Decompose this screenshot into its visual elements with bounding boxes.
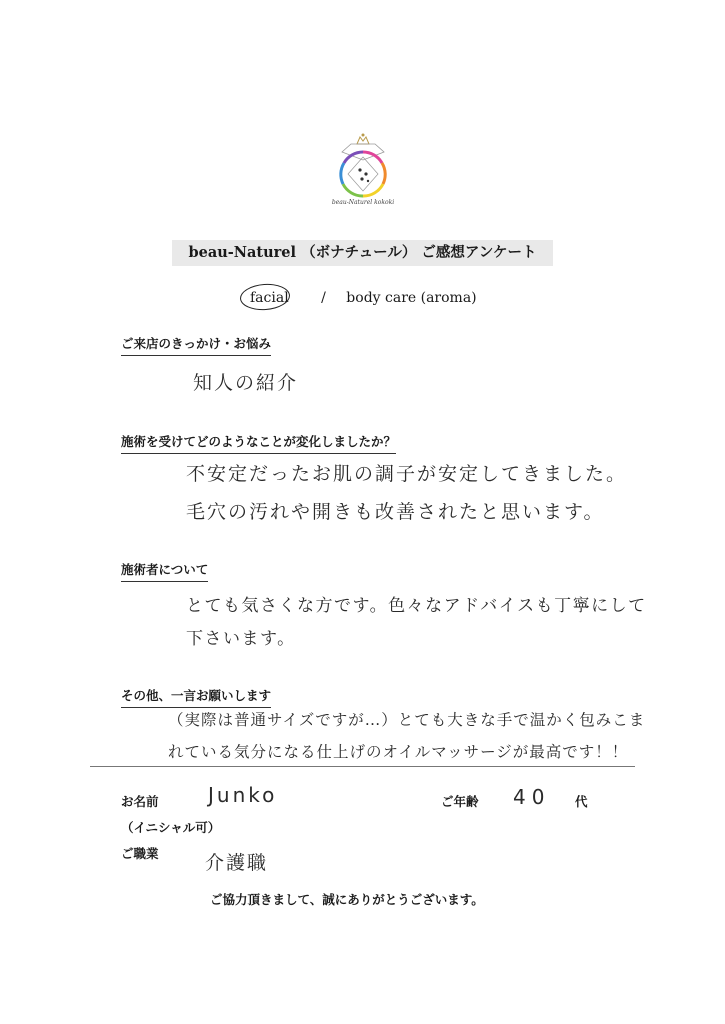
section-label-changes: 施術を受けてどのようなことが変化しましたか？ — [121, 432, 396, 454]
name-value: Junko — [208, 783, 278, 807]
logo-wordmark: beau-Naturel kokoki — [331, 199, 395, 206]
age-label: ご年齢 — [441, 794, 479, 809]
answer-other-line-2: れている気分になる仕上げのオイルマッサージが最高です！！ — [168, 743, 629, 761]
job-label: ご職業 — [121, 846, 159, 861]
menu-choice-row — [246, 290, 477, 306]
section-label-reason: ご来店のきっかけ・お悩み — [121, 334, 271, 356]
answer-reason-line-1: 知人の紹介 — [193, 372, 299, 394]
name-label: お名前 — [121, 794, 159, 809]
answer-other-line-1: （実際は普通サイズですが…）とても大きな手で温かく包みこま — [168, 711, 646, 729]
handwritten-circle-mark — [239, 282, 291, 311]
age-suffix: 代 — [575, 794, 588, 809]
answer-therapist-line-2: 下さいます。 — [186, 629, 296, 649]
menu-separator: / — [321, 290, 326, 306]
menu-option-body-care: body care (aroma) — [346, 290, 477, 306]
age-value: 40 — [513, 785, 551, 809]
menu-option-facial: facial — [246, 290, 293, 306]
divider-line — [90, 766, 635, 767]
brand-logo-emblem — [332, 130, 394, 202]
thanks-message: ご協力頂きまして、誠にありがとうございます。 — [210, 892, 484, 907]
section-label-therapist: 施術者について — [121, 560, 208, 582]
crown-icon — [357, 134, 369, 145]
section-label-other: その他、一言お願いします — [121, 686, 271, 708]
job-value: 介護職 — [205, 852, 269, 874]
name-sub-label: （イニシャル可） — [121, 820, 221, 835]
answer-changes-line-1: 不安定だったお肌の調子が安定してきました。 — [186, 463, 628, 485]
survey-title: beau-Naturel （ボナチュール） ご感想アンケート — [172, 240, 553, 266]
answer-therapist-line-1: とても気さくな方です。色々なアドバイスも丁寧にして — [186, 596, 647, 616]
answer-changes-line-2: 毛穴の汚れや開きも改善されたと思います。 — [186, 501, 605, 523]
